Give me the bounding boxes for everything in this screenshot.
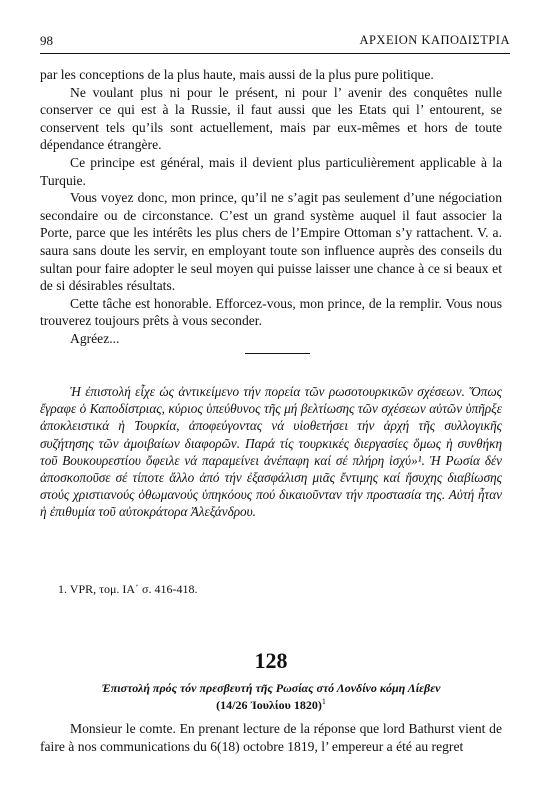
section-divider	[245, 353, 310, 354]
document-date: (14/26 Ἰουλίου 1820)	[216, 698, 322, 712]
letter-paragraph: par les conceptions de la plus haute, mais aussi de la plus pure politique.	[40, 67, 434, 82]
document-title: Ἐπιστολή πρός τόν πρεσβευτή τῆς Ρωσίας στό Λονδίνο κόμη Λίεβεν	[101, 681, 441, 695]
letter-closing: Agréez...	[70, 330, 120, 346]
page-header	[40, 33, 510, 53]
letter-paragraph: Ce principe est général, mais il devient plus particulièrement applicable à la Turquie.	[40, 154, 502, 188]
document-number: 128	[254, 648, 288, 673]
document-opening-paragraph: Monsieur le comte. En prenant lecture de la réponse que lord Bathurst vient de faire à nos communications du 6(18) octobre 1819, l’ empereur a été au regret	[40, 721, 502, 754]
footnote: 1. VPR, τομ. ΙΑ΄ σ. 416-418.	[58, 582, 198, 596]
document-date-line	[40, 697, 502, 713]
letter-paragraph: Ne voulant plus ni pour le présent, ni pour l’ avenir des conquêtes nulle conserver ce qui est à la Russie, il faut aussi que les Etats qui l’ entourent, se conservent tels qu’ils sont actuellement, mais par eux-mêmes et hors de toute dépendance étrangère.	[40, 84, 502, 153]
document-body	[40, 720, 502, 755]
date-note-marker: 1	[321, 697, 326, 706]
letter-paragraph: Cette tâche est honorable. Efforcez-vous, mon prince, de la remplir. Vous nous trouverez toujours prêts à vous seconder.	[40, 295, 502, 329]
editor-commentary	[40, 383, 502, 521]
letter-body	[40, 66, 502, 348]
letter-paragraph: Vous voyez donc, mon prince, qu’il ne s’agit pas seulement d’une négociation secondaire ou de circonstance. C’est un grand système auquel il faut associer la Porte, parce que les intérêts les plus chers de l’Empire Ottoman s’y rattachent. V. a. saura sans doute les servir, en employant toute son influence auprès des conseils du sultan pour faire adopter le seul moyen qui puisse laisser une chance à ce si beaux et de si désirables résultats.	[40, 190, 502, 294]
commentary-paragraph: Ἡ ἐπιστολή εἶχε ὡς ἀντικείμενο τήν πορεία τῶν ρωσοτουρκικῶν σχέσεων. Ὅπως ἔγραφε ὁ Καποδίστριας, κύριος ὑπεύθυνος τῆς μή βελτίωσης τῶν σχέσεων αὐτῶν ὑπῆρξε ἀποκλειστικά ἡ Τουρκία, ἀποφεύγοντας νά υἱοθετήσει τήν ἀρχή τῆς συλλογικῆς συζήτησης τῶν ἀμοιβαίων διαφορῶν. Παρά τίς τουρκικές διεργασίες ὅμως ἡ συνθήκη τοῦ Βουκουρεστίου ὄφειλε νά παραμείνει ἀνέπαφη καί σέ πλήρη ἰσχύ»¹. Ἡ Ρωσία δέν ἀποσκοποῦσε σέ τίποτε ἄλλο ἀπό τήν ἐξασφάλιση μιᾶς ἔντιμης καί ἥσυχης διαβίωσης στούς χριστιανούς ὁθωμανούς ὑπηκόους πού δικαιοῦνταν τήν προστασία της. Αὐτή ἦταν ἡ ἐπιθυμία τοῦ αὐτοκράτορα Ἀλεξάνδρου.	[40, 384, 502, 520]
header-rule	[40, 53, 510, 54]
page-number: 98	[40, 33, 53, 48]
running-head: ΑΡΧΕΙΟΝ ΚΑΠΟΔΙΣΤΡΙΑ	[359, 33, 510, 47]
